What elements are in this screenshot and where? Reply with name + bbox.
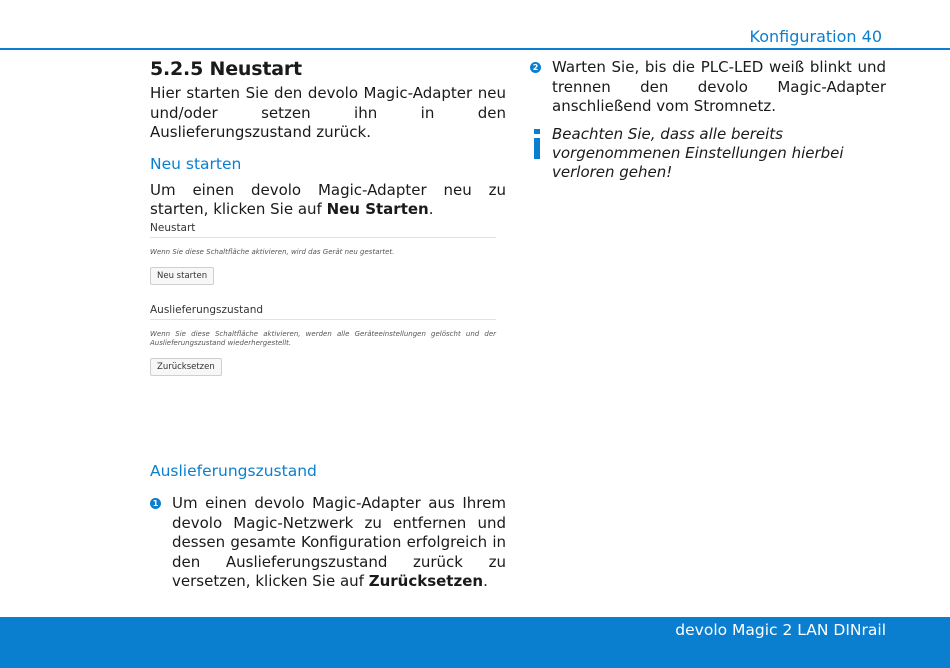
intro-paragraph: Hier starten Sie den devolo Magic-Adapter neu und/oder setzen ihn in den Auslieferungszustand zurück. bbox=[150, 84, 506, 141]
restart-text-post: . bbox=[428, 200, 434, 218]
note-text: Beachten Sie, dass alle bereits vorgenommenen Einstellungen hierbei verloren gehen! bbox=[552, 124, 844, 181]
step-2-badge: 2 bbox=[530, 62, 541, 73]
restart-text-pre: Um einen devolo Magic-Adapter neu zu starten, klicken Sie auf bbox=[150, 180, 506, 218]
screenshot-reset-desc: Wenn Sie diese Schaltfläche aktivieren, werden alle Geräteeinstellungen gelöscht und der Auslieferungszustand wiederhergestellt. bbox=[150, 330, 496, 347]
step-1-badge: 1 bbox=[150, 498, 161, 509]
factory-heading: Auslieferungszustand bbox=[150, 462, 317, 480]
step-1 bbox=[150, 494, 506, 592]
screenshot-restart-desc: Wenn Sie diese Schaltfläche aktivieren, wird das Gerät neu gestartet. bbox=[150, 248, 395, 256]
section-title: 5.2.5 Neustart bbox=[150, 58, 302, 80]
restart-button[interactable]: Neu starten bbox=[150, 267, 214, 285]
screenshot-reset-title: Auslieferungszustand bbox=[150, 304, 264, 316]
reset-button[interactable]: Zurücksetzen bbox=[150, 358, 222, 376]
screenshot-divider bbox=[150, 237, 496, 238]
footer-label: devolo Magic 2 LAN DINrail bbox=[675, 621, 886, 639]
info-icon bbox=[534, 129, 540, 159]
restart-paragraph bbox=[150, 181, 506, 220]
step-1-text-pre: Um einen devolo Magic-Adapter aus Ihrem devolo Magic-Netzwerk zu entfernen und dessen gesamte Konfiguration erfolgreich in den Auslieferungszustand zurück zu versetzen, klicken Sie auf bbox=[172, 494, 506, 590]
restart-text-bold: Neu Starten bbox=[326, 200, 429, 218]
restart-heading: Neu starten bbox=[150, 154, 242, 173]
step-1-text-bold: Zurücksetzen bbox=[368, 572, 484, 590]
header-rule bbox=[0, 48, 950, 50]
screenshot-divider bbox=[150, 319, 496, 320]
left-column bbox=[150, 58, 506, 220]
step-2 bbox=[530, 58, 886, 117]
step-2-text: Warten Sie, bis die PLC-LED weiß blinkt und trennen den devolo Magic-Adapter anschließend vom Stromnetz. bbox=[552, 58, 886, 115]
info-note bbox=[530, 125, 886, 182]
screenshot-restart-title: Neustart bbox=[150, 222, 196, 234]
step-1-text-post: . bbox=[483, 572, 488, 590]
footer-bar bbox=[0, 617, 950, 668]
step-1-text bbox=[172, 494, 506, 592]
right-column bbox=[530, 58, 886, 182]
factory-section bbox=[150, 462, 506, 592]
page-header-label: Konfiguration 40 bbox=[749, 27, 882, 46]
embedded-screenshot bbox=[150, 222, 496, 394]
